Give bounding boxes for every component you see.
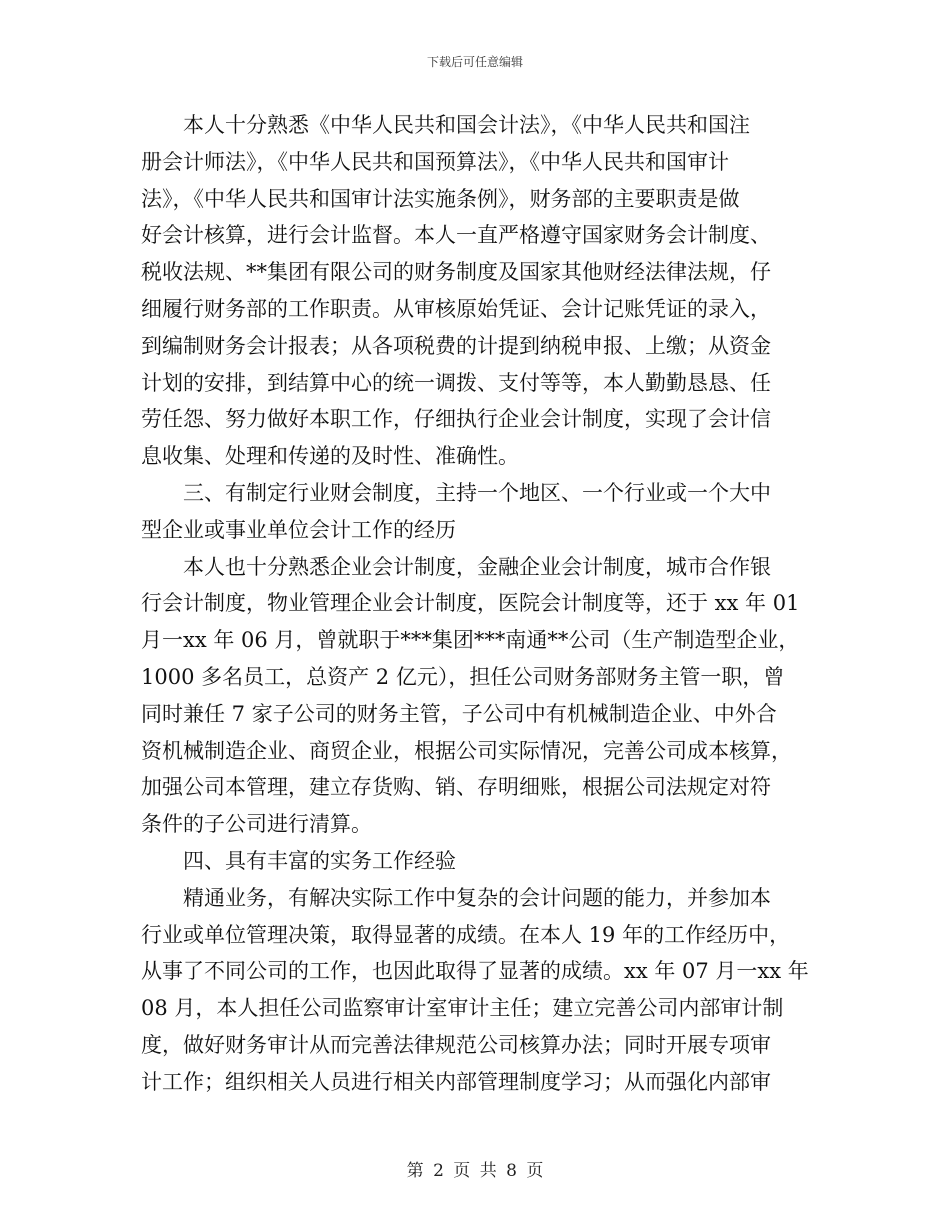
- paragraph: [141, 107, 809, 475]
- text-line: 三、有制定行业财会制度，主持一个地区、一个行业或一个大中: [183, 480, 771, 505]
- text-line: 行业或单位管理决策，取得显著的成绩。在本人 19 年的工作经历中，: [141, 922, 791, 947]
- text-line: 计划的安排，到结算中心的统一调拨、支付等等，本人勤勤恳恳、任: [141, 370, 771, 395]
- text-line: 本人十分熟悉《中华人民共和国会计法》，《中华人民共和国注: [183, 113, 750, 137]
- text-line: 同时兼任 7 家子公司的财务主管，子公司中有机械制造企业、中外合: [141, 701, 777, 726]
- text-line: 型企业或事业单位会计工作的经历: [141, 517, 456, 542]
- text-line: 册会计师法》，《中华人民共和国预算法》，《中华人民共和国审计: [141, 149, 729, 174]
- text-line: 法》，《中华人民共和国审计法实施条例》，财务部的主要职责是做: [141, 186, 740, 211]
- page-header: 下载后可任意编辑: [426, 55, 523, 69]
- text-line: 计工作；组织相关人员进行相关内部管理制度学习；从而强化内部审: [141, 1069, 771, 1094]
- paragraph: [141, 475, 809, 549]
- text-line: 加强公司本管理，建立存货购、销、存明细账，根据公司法规定对符: [141, 775, 771, 800]
- text-line: 到编制财务会计报表；从各项税费的计提到纳税申报、上缴；从资金: [141, 333, 771, 358]
- text-line: 月一xx 年 06 月，曾就职于***集团***南通**公司（生产制造型企业，: [141, 628, 800, 653]
- paragraph: [141, 880, 809, 1101]
- text-line: 好会计核算，进行会计监督。本人一直严格遵守国家财务会计制度、: [141, 223, 771, 248]
- document-body: [141, 107, 809, 1101]
- text-line: 08 月，本人担任公司监察审计室审计主任；建立完善公司内部审计制: [141, 996, 784, 1021]
- page-footer: 第 2 页 共 8 页: [406, 1161, 544, 1181]
- text-line: 行会计制度，物业管理企业会计制度，医院会计制度等，还于 xx 年 01: [141, 591, 800, 616]
- paragraph: [141, 843, 809, 880]
- text-line: 本人也十分熟悉企业会计制度，金融企业会计制度，城市合作银: [183, 554, 771, 579]
- text-line: 精通业务，有解决实际工作中复杂的会计问题的能力，并参加本: [183, 885, 771, 910]
- text-line: 劳任怨、努力做好本职工作，仔细执行企业会计制度，实现了会计信: [141, 407, 771, 432]
- text-line: 细履行财务部的工作职责。从审核原始凭证、会计记账凭证的录入，: [141, 296, 771, 321]
- text-line: 息收集、处理和传递的及时性、准确性。: [141, 444, 519, 469]
- text-line: 1000 多名员工，总资产 2 亿元），担任公司财务部财务主管一职，曾: [141, 664, 785, 689]
- text-line: 条件的子公司进行清算。: [141, 812, 372, 837]
- text-line: 四、具有丰富的实务工作经验: [183, 848, 456, 873]
- text-line: 税收法规、**集团有限公司的财务制度及国家其他财经法律法规，仔: [141, 260, 771, 285]
- text-line: 从事了不同公司的工作，也因此取得了显著的成绩。xx 年 07 月一xx 年: [141, 959, 809, 984]
- paragraph: [141, 549, 809, 843]
- text-line: 资机械制造企业、商贸企业，根据公司实际情况，完善公司成本核算，: [141, 738, 792, 763]
- text-line: 度，做好财务审计从而完善法律规范公司核算办法；同时开展专项审: [141, 1032, 771, 1057]
